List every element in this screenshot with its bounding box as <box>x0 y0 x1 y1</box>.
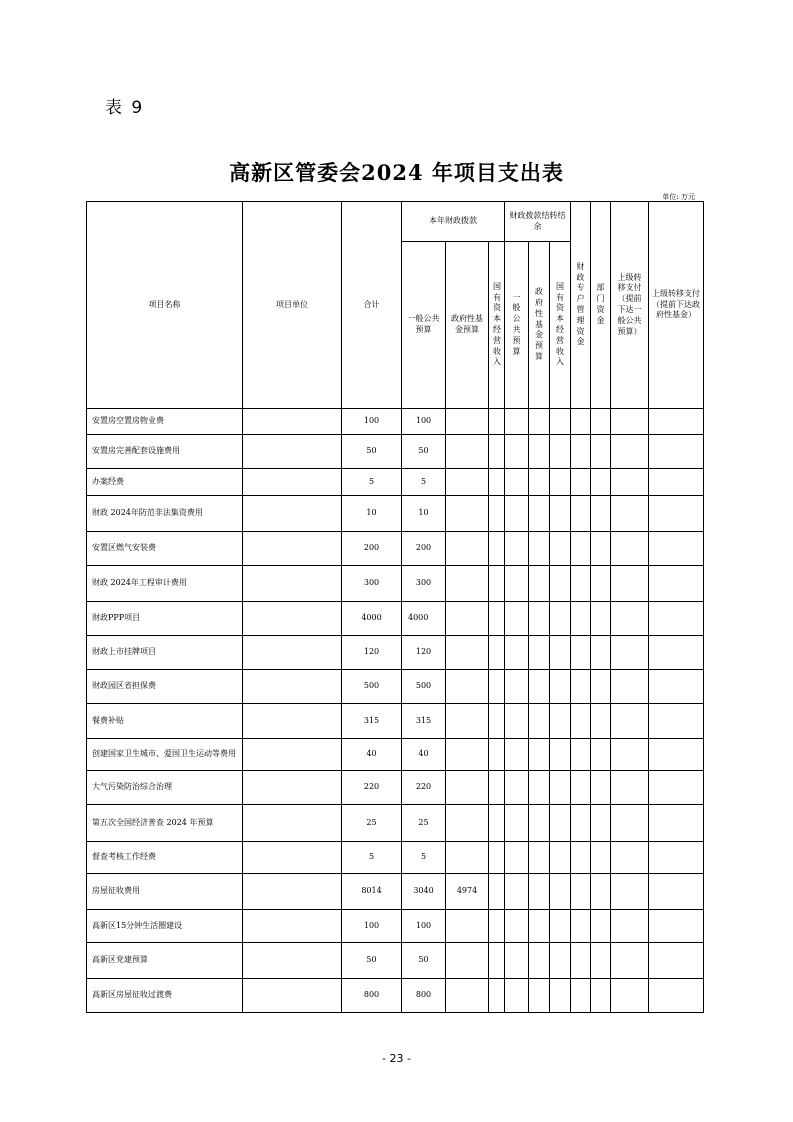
table-row <box>87 842 704 874</box>
header-item-unit: 项目单位 <box>243 202 342 409</box>
expenditure-table <box>86 201 704 1013</box>
row-general: 220 <box>402 771 446 805</box>
row-unit <box>243 739 342 771</box>
row-general: 10 <box>402 496 446 532</box>
row-general: 5 <box>402 842 446 874</box>
row-total: 300 <box>342 566 402 602</box>
table-row <box>87 704 704 739</box>
row-gov-fund <box>446 469 489 496</box>
row-gov-fund <box>446 532 489 566</box>
row-total: 10 <box>342 496 402 532</box>
row-total: 800 <box>342 979 402 1013</box>
row-total: 5 <box>342 469 402 496</box>
row-unit <box>243 566 342 602</box>
header-current-year-allocation: 本年财政拨款 <box>402 202 505 242</box>
row-unit <box>243 805 342 842</box>
table-row <box>87 409 704 435</box>
row-general: 100 <box>402 910 446 943</box>
row-unit <box>243 910 342 943</box>
header-gov-fund-budget: 政府性基金预算 <box>446 242 489 409</box>
table-row <box>87 943 704 979</box>
row-unit <box>243 979 342 1013</box>
header-special-fund: 财政专户管理资金 <box>571 202 591 409</box>
row-total: 200 <box>342 532 402 566</box>
table-row <box>87 670 704 704</box>
row-gov-fund <box>446 602 489 636</box>
table-row <box>87 874 704 910</box>
table-row <box>87 636 704 670</box>
row-unit <box>243 496 342 532</box>
row-name: 财政PPP项目 <box>87 602 243 636</box>
row-gov-fund <box>446 496 489 532</box>
row-general: 120 <box>402 636 446 670</box>
row-unit <box>243 532 342 566</box>
row-general: 40 <box>402 739 446 771</box>
table-row <box>87 979 704 1013</box>
header-general-budget: 一般公共预算 <box>402 242 446 409</box>
row-total: 50 <box>342 435 402 469</box>
row-total: 100 <box>342 910 402 943</box>
header-carryover-allocation: 财政拨款结转结余 <box>505 202 571 242</box>
row-general: 100 <box>402 409 446 435</box>
row-unit <box>243 943 342 979</box>
header-transfer-gov-fund: 上级转移支付（提前下达政府性基金） <box>649 202 704 409</box>
row-general: 5 <box>402 469 446 496</box>
row-gov-fund <box>446 670 489 704</box>
row-unit <box>243 435 342 469</box>
row-name: 高新区党建预算 <box>87 943 243 979</box>
row-total: 40 <box>342 739 402 771</box>
header-row-top <box>87 202 704 242</box>
page-number: - 23 - <box>382 1052 411 1065</box>
table-row <box>87 910 704 943</box>
row-general: 4000 <box>402 602 446 636</box>
row-general: 200 <box>402 532 446 566</box>
row-gov-fund <box>446 805 489 842</box>
table-row <box>87 496 704 532</box>
row-unit <box>243 602 342 636</box>
page-title: 高新区管委会2024 年项目支出表 <box>229 160 564 185</box>
header-dept-fund: 部门资金 <box>591 202 611 409</box>
header-carry-general: 一般公共预算 <box>505 242 529 409</box>
row-name: 财政园区省担保费 <box>87 670 243 704</box>
table-row <box>87 739 704 771</box>
row-unit <box>243 771 342 805</box>
row-total: 4000 <box>342 602 402 636</box>
row-total: 500 <box>342 670 402 704</box>
row-name: 安置房完善配套设施费用 <box>87 435 243 469</box>
row-total: 315 <box>342 704 402 739</box>
unit-label: 单位: 万元 <box>662 193 695 201</box>
row-gov-fund <box>446 409 489 435</box>
table-row <box>87 805 704 842</box>
table-row <box>87 566 704 602</box>
header-transfer-general: 上级转移支付（提前下达一般公共预算） <box>611 202 649 409</box>
row-general: 50 <box>402 943 446 979</box>
row-gov-fund <box>446 771 489 805</box>
row-total: 220 <box>342 771 402 805</box>
row-total: 5 <box>342 842 402 874</box>
table-row <box>87 771 704 805</box>
row-gov-fund <box>446 566 489 602</box>
row-name: 房屋征收费用 <box>87 874 243 910</box>
row-name: 创建国家卫生城市、爱国卫生运动等费用 <box>87 739 243 771</box>
row-gov-fund <box>446 704 489 739</box>
row-name: 第五次全国经济普查 2024 年预算 <box>87 805 243 842</box>
row-gov-fund <box>446 636 489 670</box>
header-carry-state-capital: 国有资本经营收入 <box>550 242 571 409</box>
table-label: 表 9 <box>105 98 145 118</box>
header-item-name: 项目名称 <box>87 202 243 409</box>
row-name: 高新区15分钟生活圈建设 <box>87 910 243 943</box>
row-gov-fund <box>446 435 489 469</box>
row-total: 100 <box>342 409 402 435</box>
row-gov-fund: 4974 <box>446 874 489 910</box>
header-state-capital-revenue: 国有资本经营收入 <box>489 242 505 409</box>
row-general: 300 <box>402 566 446 602</box>
row-name: 财政 2024年工程审计费用 <box>87 566 243 602</box>
row-gov-fund <box>446 943 489 979</box>
row-unit <box>243 842 342 874</box>
row-unit <box>243 874 342 910</box>
row-general: 500 <box>402 670 446 704</box>
row-gov-fund <box>446 910 489 943</box>
row-name: 安置房空置房物业费 <box>87 409 243 435</box>
row-name: 督查考核工作经费 <box>87 842 243 874</box>
row-general: 800 <box>402 979 446 1013</box>
row-name: 大气污染防治综合治理 <box>87 771 243 805</box>
row-name: 财政 2024年防范非法集资费用 <box>87 496 243 532</box>
row-name: 餐费补贴 <box>87 704 243 739</box>
table-row <box>87 469 704 496</box>
row-total: 25 <box>342 805 402 842</box>
row-general: 50 <box>402 435 446 469</box>
row-unit <box>243 409 342 435</box>
row-total: 120 <box>342 636 402 670</box>
row-total: 50 <box>342 943 402 979</box>
row-gov-fund <box>446 842 489 874</box>
table-row <box>87 532 704 566</box>
row-unit <box>243 469 342 496</box>
table-row <box>87 602 704 636</box>
row-general: 25 <box>402 805 446 842</box>
row-name: 高新区房屋征收过渡费 <box>87 979 243 1013</box>
row-general: 3040 <box>402 874 446 910</box>
row-gov-fund <box>446 739 489 771</box>
row-unit <box>243 670 342 704</box>
row-total: 8014 <box>342 874 402 910</box>
header-carry-gov-fund: 政府性基金预算 <box>529 242 550 409</box>
table-row <box>87 435 704 469</box>
row-gov-fund <box>446 979 489 1013</box>
row-name: 财政上市挂牌项目 <box>87 636 243 670</box>
row-name: 安置区燃气安装费 <box>87 532 243 566</box>
row-general: 315 <box>402 704 446 739</box>
row-unit <box>243 636 342 670</box>
header-total: 合计 <box>342 202 402 409</box>
row-unit <box>243 704 342 739</box>
row-name: 办案经费 <box>87 469 243 496</box>
